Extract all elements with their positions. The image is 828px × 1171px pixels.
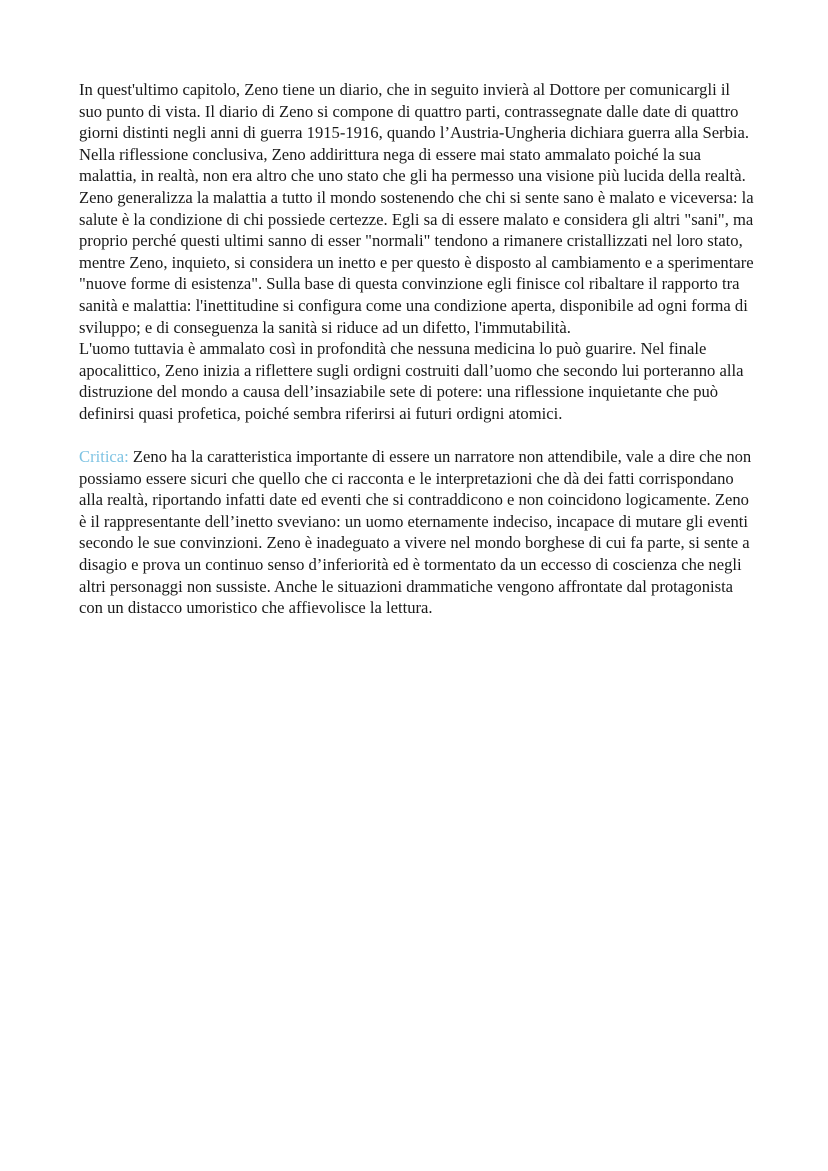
paragraph-spacer — [79, 425, 755, 447]
document-body — [79, 79, 755, 619]
critica-label: Critica: — [79, 447, 129, 467]
paragraph-finale-apocalittico: L'uomo tuttavia è ammalato così in profondità che nessuna medicina lo può guarire. Nel finale apocalittico, Zeno inizia a riflettere sugli ordigni costruiti dall’uomo che secondo lui porteranno alla distruzione del mondo a causa dell’insaziabile sete di potere: una riflessione inquietante che può definirsi quasi profetica, poiché sembra riferirsi ai futuri ordigni atomici. — [79, 339, 744, 423]
paragraph-critica — [79, 446, 755, 619]
critica-text: Zeno ha la caratteristica importante di essere un narratore non attendibile, vale a dire che non possiamo essere sicuri che quello che ci racconta e le interpretazioni che dà dei fatti corrispondano alla realtà, riportando infatti date ed eventi che si contraddicono e non coincidono logicamente. Zeno è il rappresentante dell’inetto sveviano: un uomo eternamente indeciso, incapace di mutare gli eventi secondo le sue convinzioni. Zeno è inadeguato a vivere nel mondo borghese di cui fa parte, si sente a disagio e prova un continuo senso d’inferiorità ed è tormentato da un eccesso di coscienza che negli altri personaggi non sussiste. Anche le situazioni drammatiche vengono affrontate dal protagonista con un distacco umoristico che affievolisce la lettura. — [79, 447, 752, 618]
paragraph-diario: In quest'ultimo capitolo, Zeno tiene un diario, che in seguito invierà al Dottore per comunicargli il suo punto di vista. Il diario di Zeno si compone di quattro parti, contrassegnate dalle date di quattro giorni distinti negli anni di guerra 1915-1916, quando l’Austria-Ungheria dichiara guerra alla Serbia. Nella riflessione conclusiva, Zeno addirittura nega di essere mai stato ammalato poiché la sua malattia, in realtà, non era altro che uno stato che gli ha permesso una visione più lucida della realtà. Zeno generalizza la malattia a tutto il mondo sostenendo che chi si sente sano è malato e viceversa: la salute è la condizione di chi possiede certezze. Egli sa di essere malato e considera gli altri "sani", ma proprio perché questi ultimi sanno di esser "normali" tendono a rimanere cristallizzati nel loro stato, mentre Zeno, inquieto, si considera un inetto e per questo è disposto al cambiamento e a sperimentare "nuove forme di esistenza". Sulla base di questa convinzione egli finisce col ribaltare il rapporto tra sanità e malattia: l'inettitudine si configura come una condizione aperta, disponibile ad ogni forma di sviluppo; e di conseguenza la sanità si riduce ad un difetto, l'immutabilità. — [79, 80, 754, 337]
